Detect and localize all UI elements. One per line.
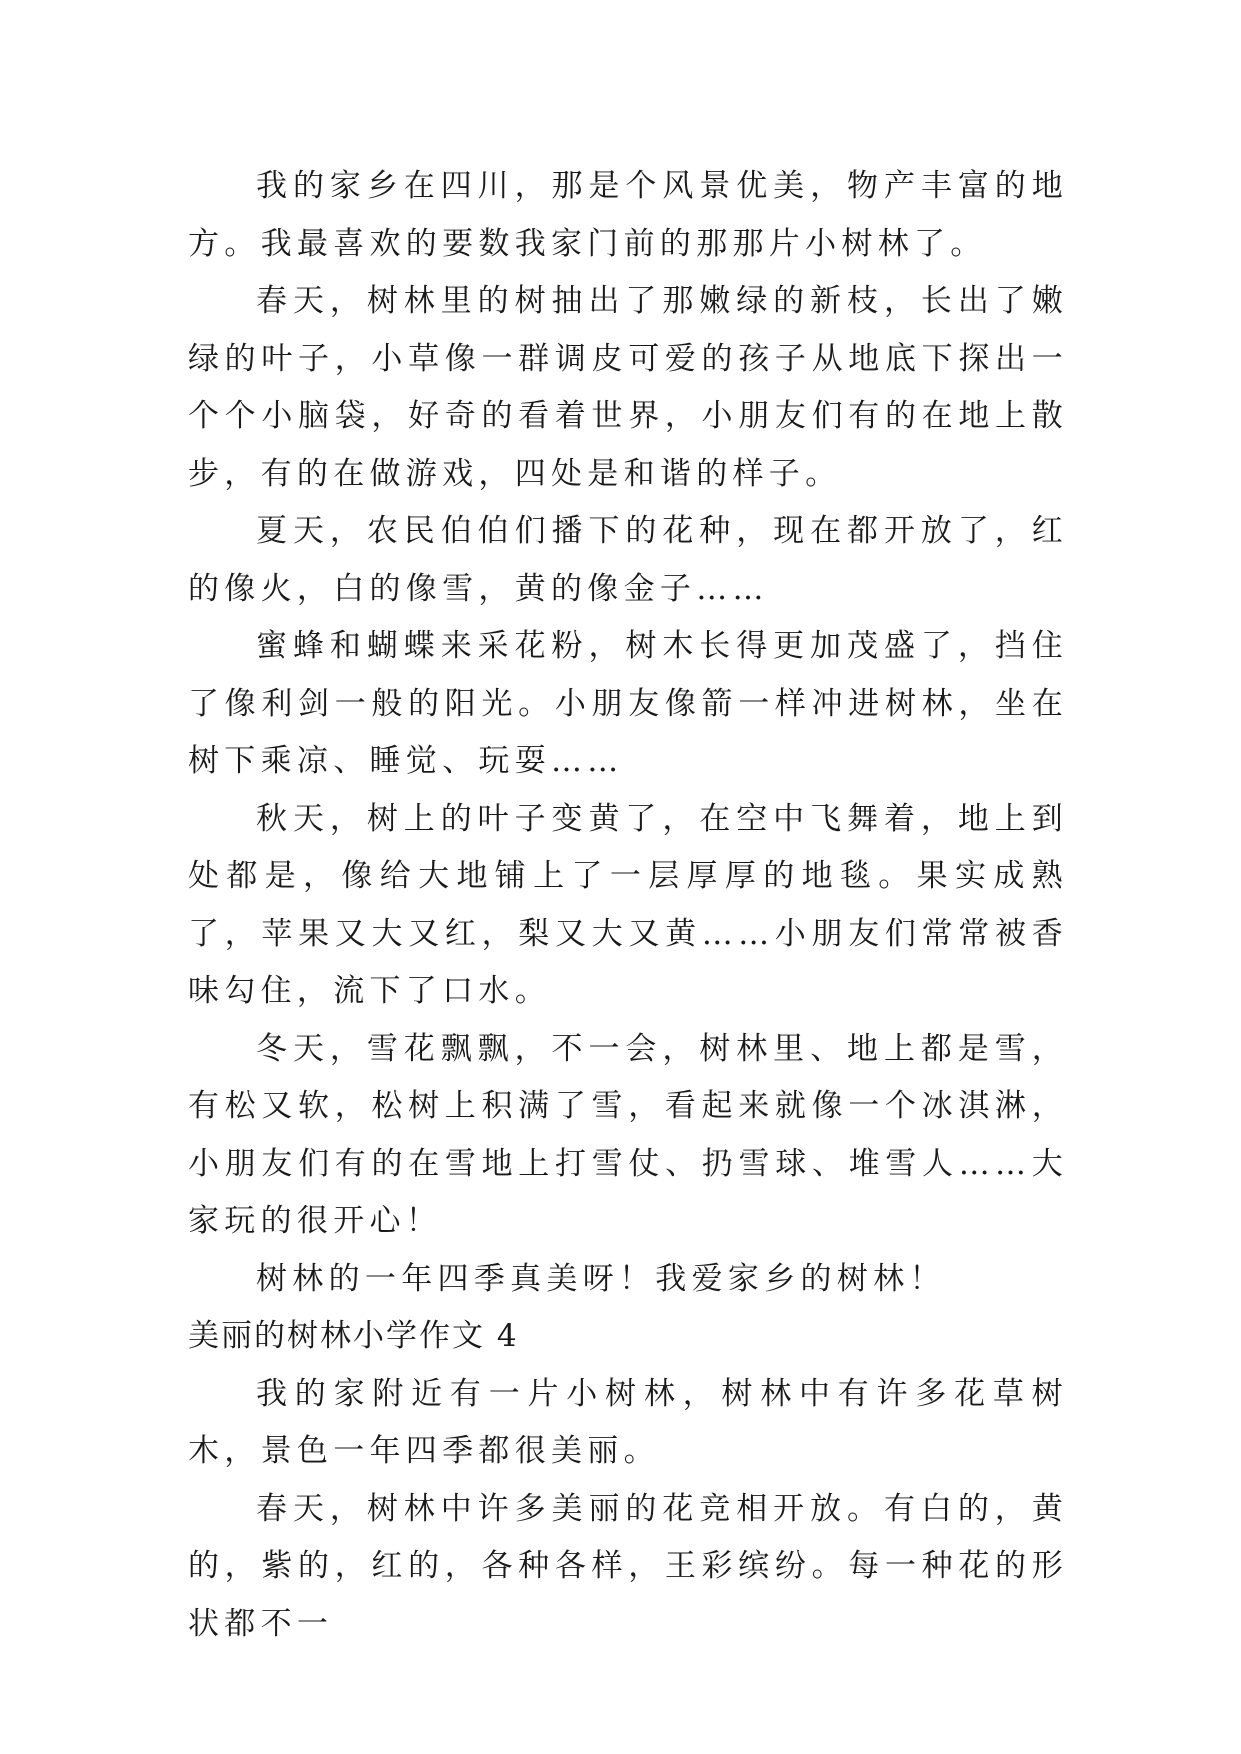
paragraph-autumn: 秋天，树上的叶子变黄了，在空中飞舞着，地上到处都是，像给大地铺上了一层厚厚的地毯。果实成熟了，苹果又大又红，梨又大又黄……小朋友们常常被香味勾住，流下了口水。 xyxy=(188,800,1068,1009)
paragraph-spring: 春天，树林里的树抽出了那嫩绿的新枝，长出了嫩绿的叶子，小草像一群调皮可爱的孩子从地底下探出一个个小脑袋，好奇的看着世界，小朋友们有的在地上散步，有的在做游戏，四处是和谐的样子。 xyxy=(188,283,1068,492)
paragraph-spring-4: 春天，树林中许多美丽的花竞相开放。有白的，黄的，紫的，红的，各种各样，王彩缤纷。每一种花的形状都不一 xyxy=(188,1490,1068,1642)
paragraph-hometown: 我的家乡在四川，那是个风景优美，物产丰富的地方。我最喜欢的要数我家门前的那那片小树林了。 xyxy=(188,168,1068,262)
document-page xyxy=(188,158,1068,1653)
section-heading: 美丽的树林小学作文 4 xyxy=(188,1318,519,1354)
paragraph-winter: 冬天，雪花飘飘，不一会，树林里、地上都是雪，有松又软，松树上积满了雪，看起来就像一个冰淇淋，小朋友们有的在雪地上打雪仗、扔雪球、堆雪人……大家玩的很开心！ xyxy=(188,1030,1068,1239)
paragraph-intro-4: 我的家附近有一片小树林，树林中有许多花草树木，景色一年四季都很美丽。 xyxy=(188,1375,1068,1469)
paragraph-summer: 夏天，农民伯伯们播下的花种，现在都开放了，红的像火，白的像雪，黄的像金子…… xyxy=(188,513,1068,607)
paragraph-summer-bees: 蜜蜂和蝴蝶来采花粉，树木长得更加茂盛了，挡住了像利剑一般的阳光。小朋友像箭一样冲进树林，坐在树下乘凉、睡觉、玩耍…… xyxy=(188,628,1068,779)
paragraph-conclusion: 树林的一年四季真美呀！我爱家乡的树林！ xyxy=(256,1260,946,1297)
